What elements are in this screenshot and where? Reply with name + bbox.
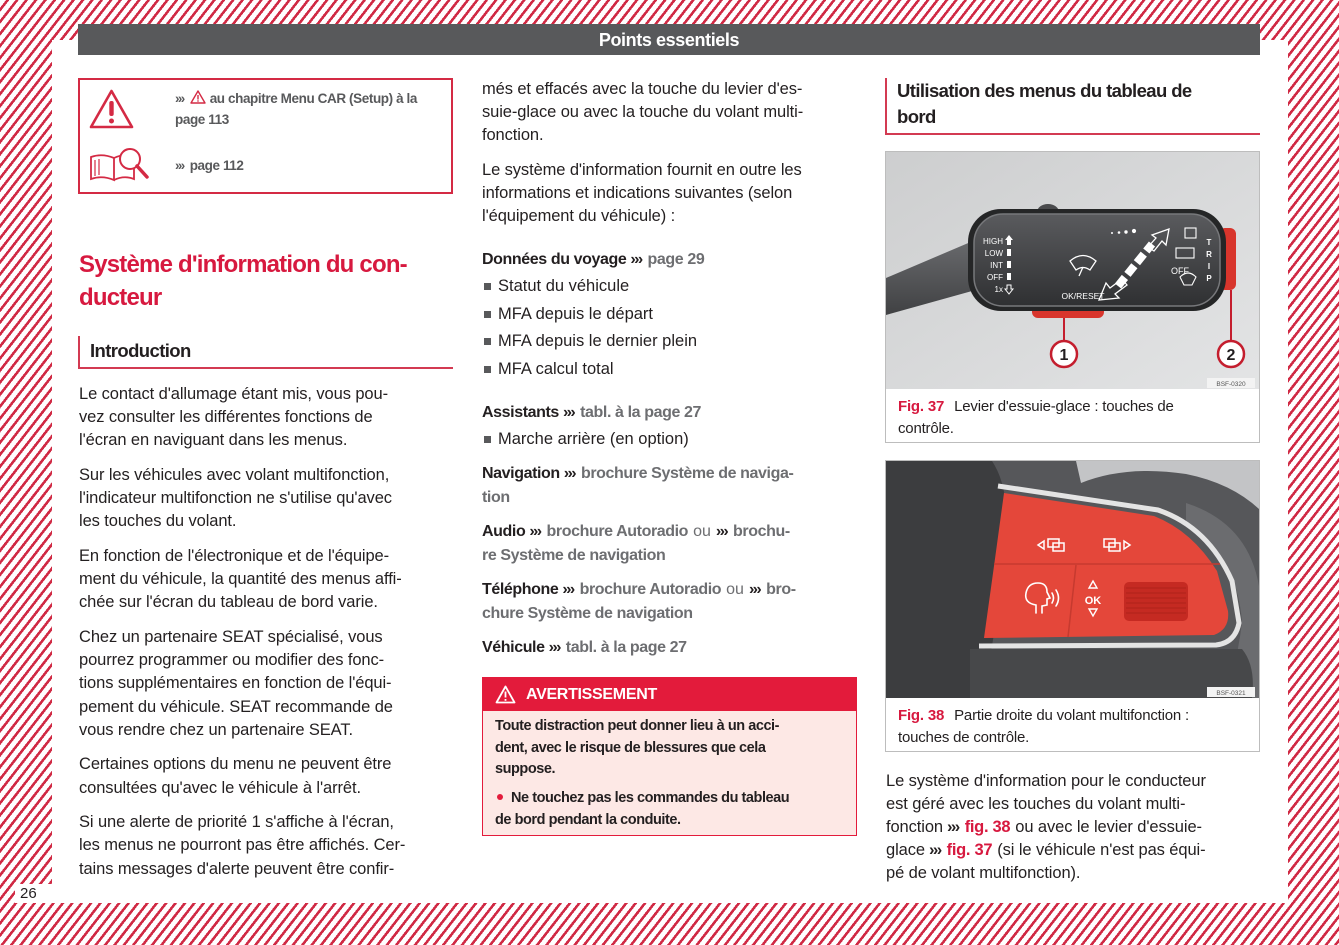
text-line: Le système d'information pour le conducteur (886, 771, 1206, 790)
text-line: Ne touchez pas les commandes du tableau (511, 790, 790, 807)
ok-button-label: OK (1084, 595, 1102, 607)
reference-arrows: ››› (947, 817, 959, 836)
telephone-entry (482, 578, 862, 625)
label-low: LOW (984, 249, 1003, 258)
warning-bullet (495, 788, 856, 831)
text-line: suppose. (495, 761, 556, 778)
reference-arrows: ››› (175, 158, 184, 173)
text-line: consultées qu'avec le véhicule à l'arrêt. (79, 778, 361, 797)
introduction-body (79, 383, 459, 892)
list-item: MFA depuis le départ (482, 301, 862, 329)
link-navigation-brochure[interactable]: brochu- (733, 523, 790, 541)
cross-reference-box (78, 78, 453, 194)
paragraph (79, 753, 459, 799)
text-line: vez consulter les différentes fonctions de (79, 408, 373, 427)
assistants-entry (482, 401, 862, 424)
text-line: En fonction de l'électronique et de l'équipe- (79, 547, 390, 565)
reference-arrows: ››› (548, 639, 560, 657)
warning-triangle-small-icon (190, 90, 206, 104)
link-navigation-brochure[interactable]: brochure Système de naviga- (580, 465, 794, 483)
link-navigation-brochure[interactable]: tion (482, 488, 510, 506)
text-line: Le système d'information fournit en outre les (482, 160, 802, 179)
chapter-header-bar (78, 24, 1260, 55)
text-line: Chez un partenaire SEAT spécialisé, vous (79, 628, 383, 646)
caption-text: Partie droite du volant multifonction : (954, 707, 1189, 724)
text-line: les menus ne pourront pas être affichés. Cer- (79, 836, 406, 855)
caption-text: contrôle. (898, 419, 954, 437)
link-fig-37[interactable]: fig. 37 (946, 841, 993, 860)
text-line: Le contact d'allumage étant mis, vous pou- (79, 385, 388, 403)
reference-arrows: ››› (175, 91, 184, 106)
paragraph (79, 626, 459, 742)
section-title-line: ducteur (79, 284, 162, 311)
reference-arrows: ››› (562, 581, 574, 599)
menus-heading (885, 78, 1260, 135)
reference-arrows: ››› (715, 523, 728, 541)
text-line: Si une alerte de priorité 1 s'affiche à l'écran, (79, 813, 394, 832)
reference-arrows: ››› (748, 581, 761, 599)
link-page-113[interactable]: page 113 (175, 112, 229, 127)
figure-37 (885, 151, 1260, 443)
figure-number: Fig. 37 (898, 398, 945, 415)
paragraph (482, 78, 862, 148)
entry-label: Audio (482, 523, 526, 541)
list-item: Statut du véhicule (482, 273, 862, 301)
notice-reference-2 (175, 156, 244, 176)
introduction-heading (78, 336, 453, 369)
link-fig-38[interactable]: fig. 38 (964, 817, 1011, 836)
manual-search-icon (88, 147, 150, 183)
conjunction: ou (693, 523, 711, 541)
text-line: pourrez programmer ou modifier des fonc- (79, 651, 385, 670)
paragraph (79, 811, 459, 881)
steering-wheel-controls-illustration (886, 461, 1259, 698)
label-int: INT (990, 261, 1003, 270)
text-line: Sur les véhicules avec volant multifonction, (79, 466, 390, 484)
label-trip: I (1207, 262, 1211, 271)
label-high: HIGH (983, 237, 1003, 246)
text-segment: fonction (886, 817, 943, 836)
list-item: Marche arrière (en option) (482, 426, 862, 454)
label-off: OFF (987, 273, 1003, 282)
list-item: MFA calcul total (482, 356, 862, 384)
heading-line: Utilisation des menus du tableau de (897, 80, 1192, 101)
figure-caption (886, 698, 1259, 748)
text-line: suie-glace ou avec la touche du volant multi- (482, 102, 804, 121)
text-line: pé de volant multifonction). (886, 864, 1081, 883)
introduction-heading-text: Introduction (90, 340, 191, 361)
middle-body (482, 78, 862, 240)
heading-line: bord (897, 106, 936, 127)
caption-text: Levier d'essuie-glace : touches de (954, 398, 1174, 415)
callout-1: 1 (1059, 347, 1069, 364)
text-line: l'équipement du véhicule) : (482, 206, 676, 225)
section-title (79, 248, 459, 314)
link-navigation-brochure[interactable]: re Système de navigation (482, 546, 666, 564)
entry-label: Navigation (482, 465, 560, 483)
warning-title: AVERTISSEMENT (526, 685, 657, 703)
page-number: 26 (15, 884, 52, 903)
reference-arrows: ››› (563, 465, 575, 483)
reference-arrows: ››› (630, 251, 642, 269)
paragraph (79, 383, 459, 453)
text-line: l'indicateur multifonction ne s'utilise qu'avec (79, 489, 392, 508)
link-menu-car-setup[interactable]: au chapitre Menu CAR (Setup) à la (209, 91, 418, 106)
entry-label: Véhicule (482, 639, 545, 657)
figure-caption (886, 389, 1259, 439)
notice-reference-1-page (175, 110, 229, 130)
warning-header (483, 678, 856, 711)
text-line: les touches du volant. (79, 512, 237, 531)
text-line: fonction. (482, 125, 544, 144)
link-page-29[interactable]: page 29 (647, 251, 705, 269)
assistants-list (482, 426, 862, 454)
label-trip: T (1206, 238, 1212, 247)
text-segment: ou avec le levier d'essuie- (1015, 817, 1202, 836)
conjunction: ou (726, 581, 744, 599)
link-table-page-27[interactable]: tabl. à la page 27 (580, 404, 701, 422)
vehicle-entry (482, 636, 862, 659)
text-segment: (si le véhicule n'est pas équi- (997, 841, 1206, 860)
text-line: dent, avec le risque de blessures que cela (495, 739, 766, 756)
paragraph (482, 159, 862, 229)
figure-code: BSF-0321 (1216, 690, 1246, 697)
paragraph (79, 464, 459, 534)
entry-label: Données du voyage (482, 251, 627, 269)
text-line: l'écran en naviguant dans les menus. (79, 431, 348, 450)
audio-entry (482, 520, 862, 567)
text-line: més et effacés avec la touche du levier d'es- (482, 79, 803, 98)
bullet-dot-icon (497, 794, 503, 800)
reference-arrows: ››› (562, 404, 575, 422)
paragraph (79, 545, 459, 615)
link-autoradio-brochure[interactable]: brochure Autoradio (546, 523, 689, 541)
text-segment: glace (886, 841, 925, 860)
figure-38 (885, 460, 1260, 752)
label-ok-reset: OK/RESET (1061, 291, 1105, 301)
link-autoradio-brochure[interactable]: brochure Autoradio (579, 581, 722, 599)
figure-number: Fig. 38 (898, 707, 945, 724)
reference-arrows: ››› (928, 841, 941, 860)
trip-data-list (482, 273, 862, 383)
chapter-title: Points essentiels (598, 30, 740, 50)
text-line: Toute distraction peut donner lieu à un acci- (495, 718, 780, 734)
text-line: pement du véhicule. SEAT recommande de (79, 697, 393, 716)
notice-reference-1 (175, 89, 417, 109)
link-navigation-brochure[interactable]: chure Système de navigation (482, 604, 693, 622)
callout-2: 2 (1226, 347, 1236, 364)
link-navigation-brochure[interactable]: bro- (766, 581, 796, 599)
link-table-page-27[interactable]: tabl. à la page 27 (565, 639, 687, 657)
text-line: Certaines options du menu ne peuvent être (79, 755, 392, 774)
label-trip: R (1206, 250, 1212, 259)
menus-body (886, 770, 1276, 886)
warning-body (483, 711, 856, 832)
label-once: 1x (994, 285, 1003, 294)
warning-triangle-icon (495, 685, 516, 704)
list-item: MFA depuis le dernier plein (482, 328, 862, 356)
text-line: est géré avec les touches du volant multi- (886, 794, 1186, 813)
warning-triangle-icon (88, 88, 135, 130)
navigation-entry (482, 462, 862, 509)
text-line: ment du véhicule, la quantité des menus affi- (79, 570, 402, 589)
caption-text: touches de contrôle. (898, 728, 1030, 746)
entry-label: Assistants (482, 404, 559, 422)
text-line: informations et indications suivantes (selon (482, 183, 793, 202)
text-line: de bord pendant la conduite. (495, 811, 681, 828)
entry-label: Téléphone (482, 581, 559, 599)
text-line: chée sur l'écran du tableau de bord varie. (79, 593, 378, 612)
trip-data-entry (482, 248, 862, 271)
reference-arrows: ››› (529, 523, 541, 541)
label-trip: P (1206, 274, 1212, 283)
figure-code: BSF-0320 (1216, 381, 1246, 388)
section-title-line: Système d'information du con- (79, 251, 407, 278)
text-line: tions supplémentaires en fonction de l'équi- (79, 674, 392, 693)
text-line: tains messages d'alerte peuvent être confir- (79, 859, 395, 878)
text-line: vous rendre chez un partenaire SEAT. (79, 720, 353, 739)
wiper-lever-illustration (886, 152, 1259, 389)
label-wiper-off: OFF (1171, 266, 1189, 276)
link-page-112[interactable]: page 112 (189, 158, 244, 173)
warning-box (482, 677, 857, 836)
